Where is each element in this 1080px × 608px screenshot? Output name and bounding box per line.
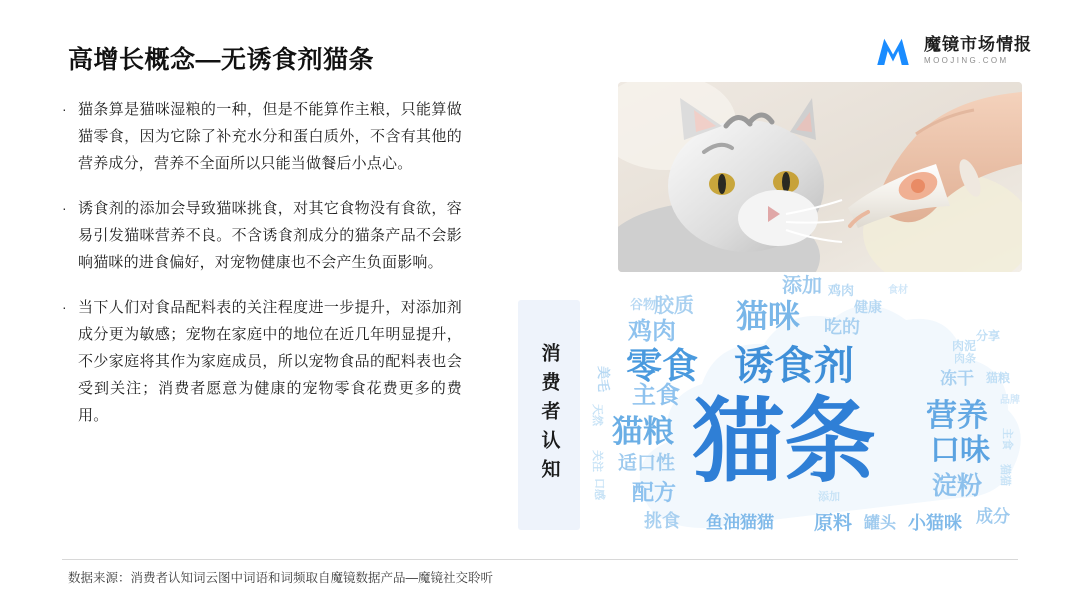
- word-cloud-term: 主食: [1001, 428, 1013, 450]
- list-item: [62, 294, 462, 429]
- word-cloud-term: 原料: [814, 513, 853, 534]
- brand-logo: [872, 30, 1032, 72]
- logo-subtitle: MOOJING.COM: [924, 56, 1009, 66]
- logo-title: 魔镜市场情报: [924, 35, 1032, 55]
- word-cloud: [591, 275, 1040, 550]
- bullet-marker-icon: ·: [62, 200, 67, 216]
- word-cloud-term: 肉条: [954, 353, 976, 365]
- word-cloud-term: 猫条: [692, 391, 877, 493]
- list-item: [62, 195, 462, 276]
- word-cloud-term: 猫粮: [986, 371, 1011, 385]
- word-cloud-term: 品牌: [1000, 395, 1020, 406]
- word-cloud-term: 分享: [976, 329, 1001, 343]
- word-cloud-term: 口味: [930, 434, 990, 467]
- word-cloud-term: 零食: [626, 345, 699, 386]
- word-cloud-term: 添加: [818, 491, 840, 503]
- word-cloud-term: 淀粉: [932, 472, 983, 500]
- footer-divider: [62, 559, 1018, 560]
- word-cloud-term: 食材: [888, 285, 908, 296]
- word-cloud-term: 谷物: [630, 297, 657, 312]
- word-cloud-term: 口感: [593, 478, 605, 500]
- word-cloud-term: 美毛: [596, 366, 611, 393]
- word-cloud-term: 猫粮: [612, 414, 674, 449]
- word-cloud-term: 适口性: [618, 453, 676, 474]
- word-cloud-term: 罐头: [864, 515, 897, 532]
- vertical-label-text: 消费者认知: [538, 342, 560, 488]
- list-item: [62, 96, 462, 177]
- word-cloud-term: 小猫咪: [908, 513, 962, 533]
- bullet-list: [62, 96, 462, 447]
- word-cloud-term: 肉泥: [952, 339, 977, 353]
- word-cloud-term: 添加: [782, 275, 822, 297]
- word-cloud-term: 鸡肉: [828, 283, 855, 298]
- word-cloud-term: 猫猫: [999, 464, 1011, 486]
- word-cloud-term: 猫咪: [736, 298, 801, 334]
- bullet-text: 诱食剂的添加会导致猫咪挑食，对其它食物没有食欲，容易引发猫咪营养不良。不含诱食剂成分的猫条产品不会影响猫咪的进食偏好，对宠物健康也不会产生负面影响。: [78, 200, 462, 271]
- bullet-text: 当下人们对食品配料表的关注程度进一步提升，对添加剂成分更为敏感；宠物在家庭中的地位在近几年明显提升，不少家庭将其作为家庭成员，所以宠物食品的配料表也会受到关注；消费者愿意为健康的宠物零食花费更多的费用。: [78, 299, 462, 424]
- word-cloud-term: 胶质: [654, 295, 694, 317]
- word-cloud-term: 营养: [926, 398, 988, 433]
- word-cloud-term: 成分: [976, 507, 1010, 526]
- word-cloud-term: 配方: [632, 480, 677, 505]
- word-cloud-term: 鸡肉: [628, 318, 676, 345]
- word-cloud-term: 健康: [854, 299, 882, 315]
- cat-photo: [618, 82, 1022, 272]
- consumer-cognition-label: [518, 300, 580, 530]
- bullet-marker-icon: ·: [62, 101, 67, 117]
- word-cloud-term: 诱食剂: [734, 344, 854, 388]
- source-note: 数据来源：消费者认知词云图中词语和词频取自魔镜数据产品—魔镜社交聆听: [68, 571, 494, 585]
- word-cloud-term: 冻干: [940, 369, 974, 388]
- word-cloud-term: 挑食: [644, 511, 680, 531]
- word-cloud-term: 关注: [591, 450, 603, 472]
- word-cloud-term: 天然: [591, 404, 603, 426]
- word-cloud-term: 鱼油猫猫: [706, 513, 774, 532]
- logo-m-icon: [872, 30, 914, 72]
- word-cloud-term: 吃的: [824, 317, 860, 337]
- word-cloud-term: 主食: [632, 382, 680, 409]
- bullet-marker-icon: ·: [62, 299, 67, 315]
- bullet-text: 猫条算是猫咪湿粮的一种，但是不能算作主粮，只能算做猫零食，因为它除了补充水分和蛋白质外，不含有其他的营养成分，营养不全面所以只能当做餐后小点心。: [78, 101, 462, 172]
- page-title: 高增长概念—无诱食剂猫条: [68, 46, 375, 74]
